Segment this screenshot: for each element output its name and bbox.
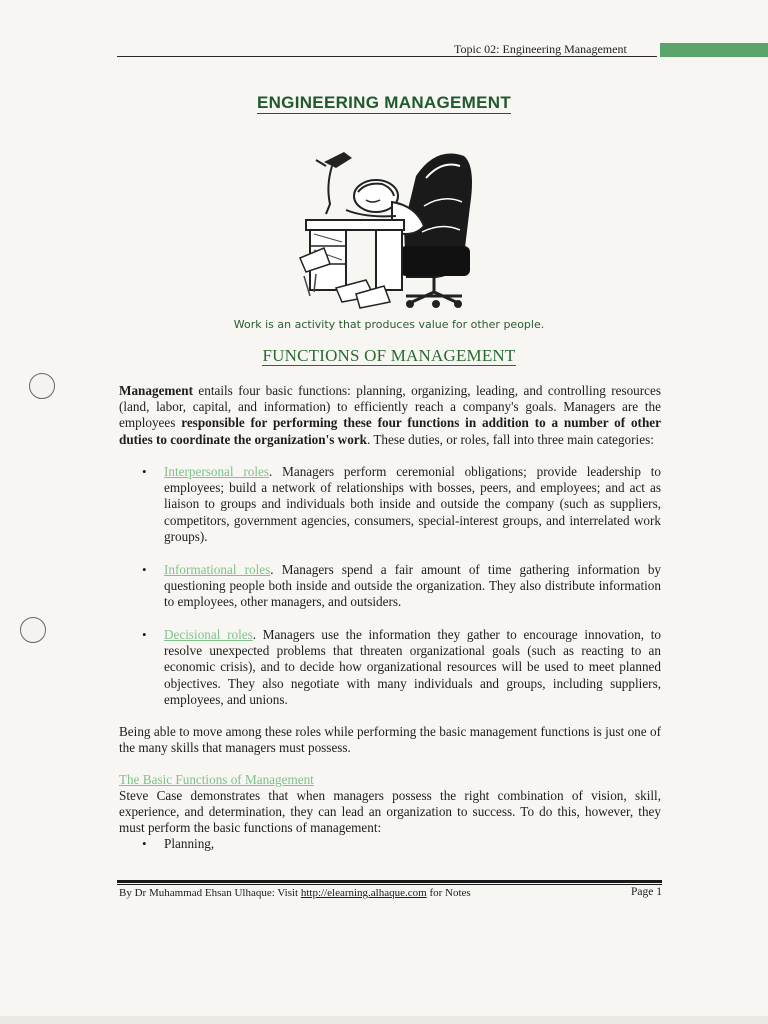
bullet: • [142, 836, 147, 851]
page-number: Page 1 [631, 886, 662, 898]
decisional-roles-link[interactable]: Decisional roles [164, 627, 253, 642]
bullet: • [142, 464, 147, 479]
header-rule [117, 56, 657, 57]
basic-functions-link[interactable]: The Basic Functions of Management [119, 772, 314, 787]
list-item: • Informational roles. Managers spend a fair amount of time gathering information by questioning people both inside and outside the organization. They also distribute information to employees, other managers, and outsiders. [142, 562, 662, 610]
roles-list [119, 627, 661, 708]
roles-list [119, 464, 661, 545]
footer-url-link[interactable]: http://elearning.alhaque.com [300, 887, 427, 899]
punch-hole [20, 617, 46, 643]
interpersonal-roles-link[interactable]: Interpersonal roles [164, 464, 270, 479]
header-accent-bar [660, 43, 768, 57]
roles-list [119, 562, 661, 611]
list-item: • Decisional roles. Managers use the information they gather to encourage innovation, to resolve unexpected problems that threaten organizational goals (such as reacting to an economic crisis), and to decide how organizational resources will be used to meet planned objectives. They also negotiate with many individuals and groups, including suppliers, employees, and unions. [142, 627, 661, 707]
basic-functions-paragraph: Steve Case demonstrates that when managers possess the right combination of vision, skill, experience, and determination, they can lead an organization to success. To do this, however, they must perform the basic functions of management: [119, 788, 661, 836]
bullet: • [142, 562, 147, 577]
page-title: ENGINEERING MANAGEMENT [256, 93, 512, 112]
man-asleep-at-desk-cartoon-icon [296, 146, 482, 312]
bullet: • [142, 627, 147, 642]
list-item: • Planning, [142, 836, 215, 851]
footer-rule-thin [117, 884, 662, 885]
scan-edge [0, 1016, 768, 1024]
header-topic: Topic 02: Engineering Management [454, 42, 627, 56]
intro-paragraph: Management entails four basic functions: planning, organizing, leading, and controlling resources (land, labor, capital, and information) to efficiently reach a company's goals. Managers are the employees responsible for performing these four functions in addition to a number of other duties to coordinate the organization's work. These duties, or roles, fall into three main categories: [119, 383, 661, 447]
list-item: • Interpersonal roles. Managers perform ceremonial obligations; provide leadership to employees; build a network of relationships with bosses, peers, and employees; and act as liaison to groups and individuals both inside and outside the company (such as suppliers, competitors, government agencies, consumers, special-interest groups, and interrelated work groups). [142, 464, 661, 544]
section-title: FUNCTIONS OF MANAGEMENT [262, 346, 516, 365]
footer-credit: By Dr Muhammad Ehsan Ulhaque: Visit http://elearning.alhaque.com for Notes [119, 887, 471, 899]
illustration-caption: Work is an activity that produces value for other people. [233, 318, 545, 331]
roles-summary-paragraph: Being able to move among these roles while performing the basic management functions is just one of the many skills that managers must possess. [119, 724, 661, 756]
footer-rule [117, 880, 662, 883]
functions-list [119, 836, 661, 852]
informational-roles-link[interactable]: Informational roles [164, 562, 271, 577]
punch-hole [29, 373, 55, 399]
